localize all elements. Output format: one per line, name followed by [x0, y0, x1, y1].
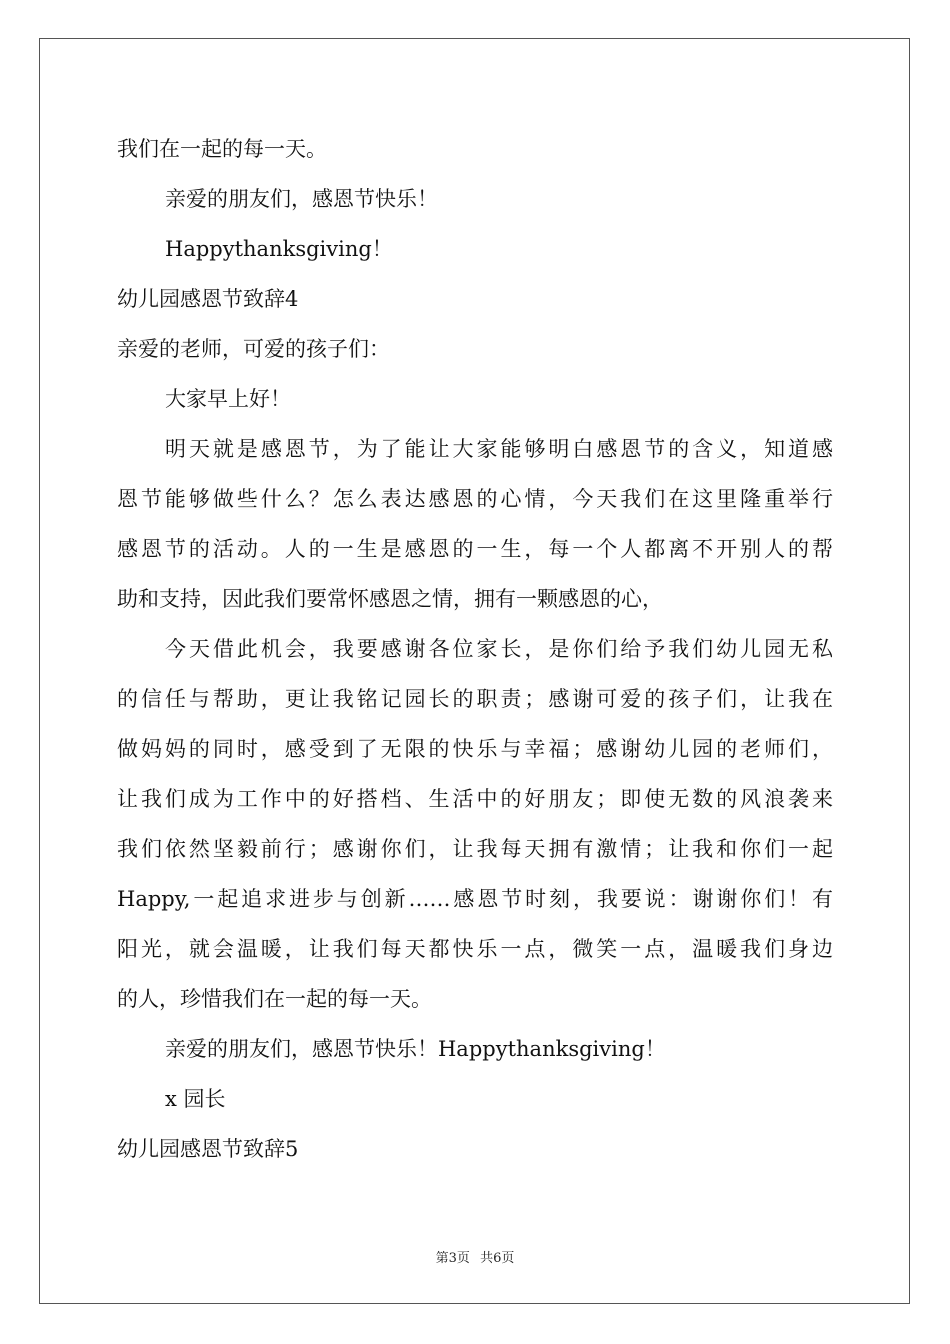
text-line: 亲爱的朋友们，感恩节快乐！Happythanksgiving！: [165, 1037, 666, 1061]
text-line: 今天借此机会，我要感谢各位家长，是你们给予我们幼儿园无私: [165, 637, 833, 661]
text-line: 恩节能够做些什么？怎么表达感恩的心情，今天我们在这里隆重举行: [117, 487, 833, 511]
text-line: 亲爱的朋友们，感恩节快乐！: [165, 187, 438, 211]
text-line: 做妈妈的同时，感受到了无限的快乐与幸福；感谢幼儿园的老师们，: [117, 737, 833, 761]
text-line: 我们在一起的每一天。: [117, 137, 327, 161]
text-line: 我们依然坚毅前行；感谢你们，让我每天拥有激情；让我和你们一起: [117, 837, 833, 861]
text-line: 助和支持，因此我们要常怀感恩之情，拥有一颗感恩的心，: [117, 587, 663, 611]
text-line: Happy,一起追求进步与创新……感恩节时刻，我要说：谢谢你们！有: [117, 887, 833, 911]
page-total: 共6页: [480, 1251, 515, 1266]
section-heading: 幼儿园感恩节致辞4: [117, 287, 299, 311]
section-heading: 幼儿园感恩节致辞5: [117, 1137, 299, 1161]
text-line: 的人，珍惜我们在一起的每一天。: [117, 987, 432, 1011]
document-body: [117, 124, 833, 1174]
text-line: Happythanksgiving！: [165, 237, 393, 261]
signature: x 园长: [165, 1087, 226, 1111]
page-number: 第3页: [435, 1251, 470, 1266]
text-line: 阳光，就会温暖，让我们每天都快乐一点，微笑一点，温暖我们身边: [117, 937, 833, 961]
salutation: 亲爱的老师，可爱的孩子们：: [117, 337, 390, 361]
text-line: 的信任与帮助，更让我铭记园长的职责；感谢可爱的孩子们，让我在: [117, 687, 833, 711]
page-footer: [0, 1247, 950, 1266]
greeting: 大家早上好！: [165, 387, 291, 411]
text-line: 感恩节的活动。人的一生是感恩的一生，每一个人都离不开别人的帮: [117, 537, 833, 561]
text-line: 明天就是感恩节，为了能让大家能够明白感恩节的含义，知道感: [165, 437, 833, 461]
text-line: 让我们成为工作中的好搭档、生活中的好朋友；即使无数的风浪袭来: [117, 787, 833, 811]
